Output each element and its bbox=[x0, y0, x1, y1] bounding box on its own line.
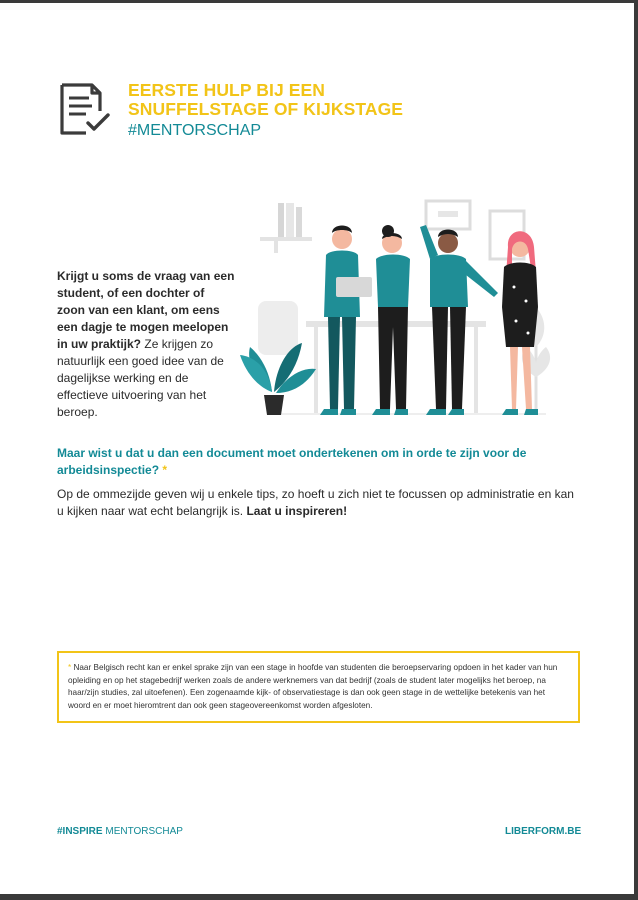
hashtag: #MENTORSCHAP bbox=[128, 122, 262, 139]
footnote-star: * bbox=[68, 663, 72, 672]
footer-hashtag: #INSPIRE bbox=[57, 826, 103, 837]
question-star: * bbox=[162, 463, 168, 477]
page-title bbox=[128, 81, 403, 119]
question-paragraph bbox=[57, 445, 557, 479]
body-text: Op de ommezijde geven wij u enkele tips, zo hoeft u zich niet te focussen op administratie en kan u kijken naar wat echt belangrijk is. bbox=[57, 487, 574, 518]
footer-website-link[interactable]: LIBERFORM.BE bbox=[505, 826, 582, 837]
intro-rest: Ze krijgen zo natuurlijk een goed idee van de dagelijkse werking en de effectieve uitvoering van het beroep. bbox=[57, 337, 224, 419]
intro-paragraph bbox=[57, 268, 235, 421]
footer-tagline-rest: MENTORSCHAP bbox=[105, 826, 183, 837]
footnote-box bbox=[57, 651, 580, 723]
footer-tagline bbox=[57, 826, 183, 837]
body-paragraph bbox=[57, 486, 582, 520]
team-illustration bbox=[236, 197, 556, 422]
intro-lead: Krijgt u soms de vraag van een student, of een dochter of zoon van een klant, om eens een dagje te mogen meelopen in uw praktijk? bbox=[57, 269, 235, 351]
document-check-icon bbox=[56, 81, 112, 137]
body-emphasis: Laat u inspireren! bbox=[246, 504, 348, 518]
footnote-text: Naar Belgisch recht kan er enkel sprake zijn van een stage in hoofde van studenten die beroepservaring opdoen in het kader van hun opleiding en op het stagebedrijf werken zoals de andere werknemers van dat bedrijf (zoals de student later mogelijks het beroep, na haar/zijn studies, zal uitoefenen). Een zogenaamde kijk- of observatiestage is dan ook geen stage in de wettelijke betekenis van het woord en er moet hieromtrent dan ook geen stageovereenkomst worden afgesloten. bbox=[68, 663, 558, 710]
page bbox=[0, 3, 634, 894]
title-line-2: SNUFFELSTAGE OF KIJKSTAGE bbox=[128, 99, 404, 119]
question-text: Maar wist u dat u dan een document moet ondertekenen om in orde te zijn voor de arbeidsinspectie? bbox=[57, 446, 527, 477]
title-line-1: EERSTE HULP BIJ EEN bbox=[128, 80, 326, 100]
